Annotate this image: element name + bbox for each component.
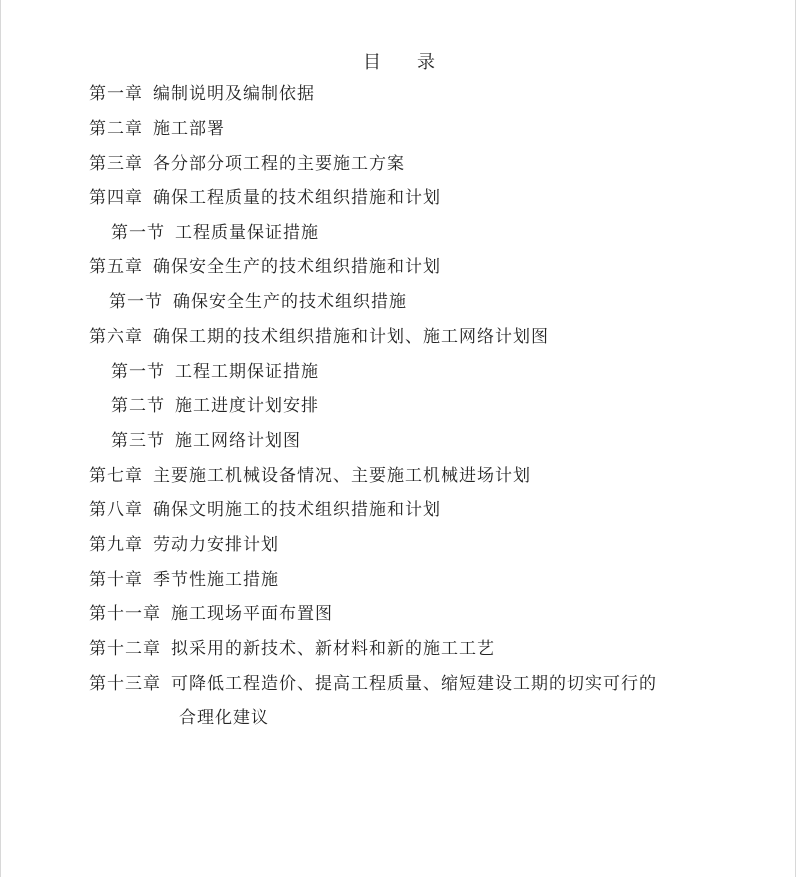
toc-entry-chapter-4 bbox=[89, 187, 441, 209]
entry-text: 季节性施工措施 bbox=[153, 570, 279, 590]
toc-entry-ch6-section-3 bbox=[111, 430, 301, 452]
toc-entry-chapter-12 bbox=[89, 638, 495, 660]
entry-text: 拟采用的新技术、新材料和新的施工工艺 bbox=[171, 639, 495, 659]
entry-number: 第五章 bbox=[89, 257, 143, 277]
entry-number: 第九章 bbox=[89, 535, 143, 555]
entry-text: 工程质量保证措施 bbox=[175, 223, 319, 243]
toc-entry-ch6-section-2 bbox=[111, 395, 319, 417]
entry-number: 第三章 bbox=[89, 154, 143, 174]
entry-text: 编制说明及编制依据 bbox=[153, 84, 315, 104]
toc-title-char-2: 录 bbox=[417, 52, 435, 73]
entry-text: 各分部分项工程的主要施工方案 bbox=[153, 154, 405, 174]
entry-number: 第十一章 bbox=[89, 604, 161, 624]
entry-number: 第十二章 bbox=[89, 639, 161, 659]
toc-entry-chapter-2 bbox=[89, 118, 225, 140]
toc-entry-ch4-section-1 bbox=[111, 222, 319, 244]
entry-text: 可降低工程造价、提高工程质量、缩短建设工期的切实可行的 bbox=[171, 674, 657, 694]
entry-number: 第一章 bbox=[89, 84, 143, 104]
toc-entry-ch6-section-1 bbox=[111, 361, 319, 383]
entry-text: 施工进度计划安排 bbox=[175, 396, 319, 416]
entry-number: 第七章 bbox=[89, 466, 143, 486]
toc-entry-chapter-10 bbox=[89, 569, 279, 591]
toc-entry-ch5-section-1 bbox=[109, 291, 407, 313]
entry-number: 第二章 bbox=[89, 119, 143, 139]
entry-number: 第一节 bbox=[111, 223, 165, 243]
entry-number: 第八章 bbox=[89, 500, 143, 520]
entry-number: 第二节 bbox=[111, 396, 165, 416]
toc-entry-chapter-6 bbox=[89, 326, 549, 348]
entry-number: 第一节 bbox=[111, 362, 165, 382]
entry-text: 施工网络计划图 bbox=[175, 431, 301, 451]
toc-entry-chapter-1 bbox=[89, 83, 315, 105]
toc-entry-chapter-3 bbox=[89, 153, 405, 175]
toc-title bbox=[1, 48, 796, 74]
toc-entry-chapter-8 bbox=[89, 499, 441, 521]
entry-number: 第十章 bbox=[89, 570, 143, 590]
toc-title-char-1: 目 bbox=[363, 52, 381, 73]
toc-entry-chapter-7 bbox=[89, 465, 531, 487]
entry-number: 第六章 bbox=[89, 327, 143, 347]
entry-number: 第四章 bbox=[89, 188, 143, 208]
entry-text: 施工现场平面布置图 bbox=[171, 604, 333, 624]
toc-entry-chapter-11 bbox=[89, 603, 333, 625]
entry-number: 第十三章 bbox=[89, 674, 161, 694]
toc-entry-chapter-13-continuation: 合理化建议 bbox=[179, 708, 269, 728]
entry-text: 施工部署 bbox=[153, 119, 225, 139]
toc-entry-chapter-5 bbox=[89, 256, 441, 278]
entry-number: 第三节 bbox=[111, 431, 165, 451]
entry-text: 工程工期保证措施 bbox=[175, 362, 319, 382]
toc-entry-chapter-9 bbox=[89, 534, 279, 556]
entry-text: 劳动力安排计划 bbox=[153, 535, 279, 555]
entry-text: 确保安全生产的技术组织措施 bbox=[173, 292, 407, 312]
entry-text: 确保文明施工的技术组织措施和计划 bbox=[153, 500, 441, 520]
entry-text: 确保工期的技术组织措施和计划、施工网络计划图 bbox=[153, 327, 549, 347]
entry-text: 确保安全生产的技术组织措施和计划 bbox=[153, 257, 441, 277]
entry-number: 第一节 bbox=[109, 292, 163, 312]
entry-text: 确保工程质量的技术组织措施和计划 bbox=[153, 188, 441, 208]
toc-entry-chapter-13 bbox=[89, 673, 657, 695]
entry-text: 主要施工机械设备情况、主要施工机械进场计划 bbox=[153, 466, 531, 486]
